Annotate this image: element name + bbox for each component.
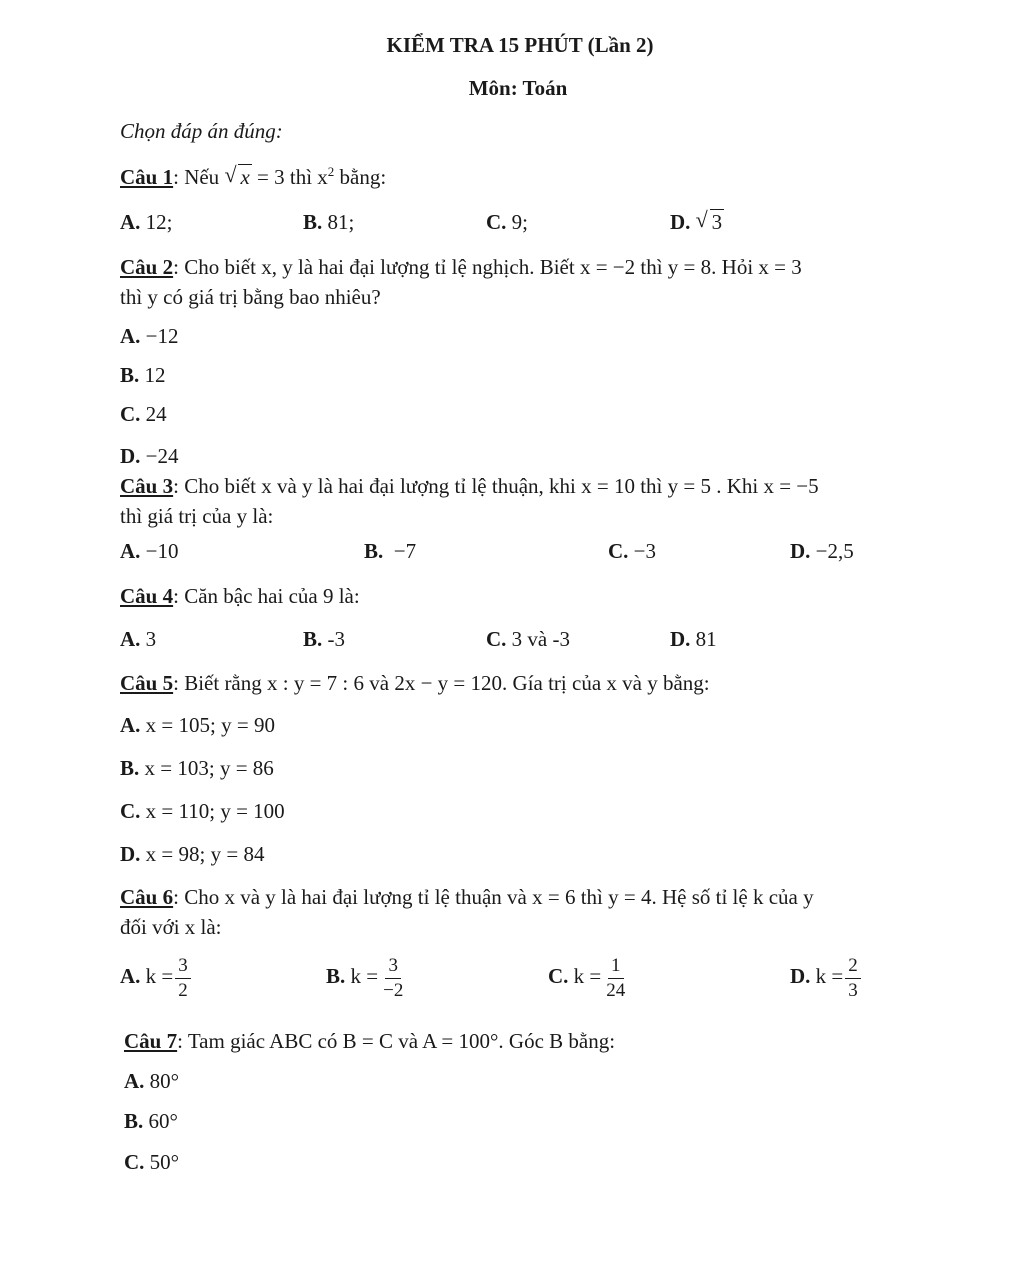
option-c[interactable]: C. 24 [120, 402, 167, 426]
option-c[interactable]: C. x = 110; y = 100 [120, 799, 285, 823]
exam-title: KIỂM TRA 15 PHÚT (Lần 2) [386, 33, 654, 57]
option-d[interactable]: D. −24 [120, 444, 179, 468]
option-b[interactable]: B. -3 [303, 627, 346, 651]
question-4: Câu 4: Căn bậc hai của 9 là: [120, 584, 360, 608]
fraction: $\frac{2}{3}$ [845, 955, 861, 1002]
question-3-line2: thì giá trị của y là: [120, 504, 274, 528]
question-label: Câu 1 [120, 165, 174, 189]
question-6-line2: đối với x là: [120, 915, 222, 939]
question-1: Câu 1: Nếu √ x = 3 thì $x^2$ bằng: [120, 162, 387, 189]
option-a[interactable]: A. x = 105; y = 90 [120, 713, 275, 737]
option-c[interactable]: C. k = $\frac{1}{24}$ [548, 955, 628, 1002]
option-d[interactable]: D. 81 [670, 627, 717, 651]
instruction: Chọn đáp án đúng: [120, 119, 283, 143]
option-b[interactable]: B. 60° [124, 1109, 178, 1133]
option-c[interactable]: C. 50° [124, 1150, 180, 1174]
question-3: Câu 3: Cho biết x và y là hai đại lượng tỉ lệ thuận, khi x = 10 thì y = 5 . Khi x = −5 [120, 474, 819, 498]
fraction: $\frac{3}{-2}$ [383, 955, 404, 1001]
question-6: Câu 6: Cho x và y là hai đại lượng tỉ lệ thuận và x = 6 thì y = 4. Hệ số tỉ lệ k của y [120, 885, 814, 909]
question-7: Câu 7: Tam giác ABC có B = C và A = 100°. Góc B bằng: [124, 1029, 616, 1053]
option-b[interactable]: B. 12 [120, 363, 166, 387]
option-a[interactable]: A. −12 [120, 324, 179, 348]
option-d[interactable]: D. x = 98; y = 84 [120, 842, 265, 866]
option-b[interactable]: B. −7 [364, 539, 417, 563]
option-b[interactable]: B. 81; [303, 210, 355, 234]
option-d[interactable]: D. √ 3 [670, 207, 723, 234]
option-a[interactable]: A. −10 [120, 539, 179, 563]
option-b[interactable]: B. k = $\frac{3}{-2}$ [326, 955, 406, 1002]
question-2-line2: thì y có giá trị bằng bao nhiêu? [120, 285, 381, 309]
question-2: Câu 2: Cho biết x, y là hai đại lượng tỉ lệ nghịch. Biết x = −2 thì y = 8. Hỏi x = 3 [120, 255, 802, 279]
fraction: $\frac{1}{24}$ [606, 955, 626, 1001]
fraction: $\frac{3}{2}$ [175, 955, 191, 1002]
option-a[interactable]: A. k = $\frac{3}{2}$ [120, 955, 191, 1002]
option-c[interactable]: C. 9; [486, 210, 529, 234]
exam-subject: Môn: Toán [468, 76, 568, 100]
sqrt-expression: √ 3 [695, 207, 723, 234]
question-5: Câu 5: Biết rằng x : y = 7 : 6 và 2x − y = 120. Gía trị của x và y bằng: [120, 671, 710, 695]
option-c[interactable]: C. 3 và -3 [486, 627, 570, 651]
option-a[interactable]: A. 3 [120, 627, 157, 651]
option-a[interactable]: A. 12; [120, 210, 173, 234]
option-c[interactable]: C. −3 [608, 539, 657, 563]
sqrt-expression: √ x [224, 162, 250, 189]
option-d[interactable]: D. k = $\frac{2}{3}$ [790, 955, 861, 1002]
option-a[interactable]: A. 80° [124, 1069, 180, 1093]
option-b[interactable]: B. x = 103; y = 86 [120, 756, 274, 780]
option-d[interactable]: D. −2,5 [790, 539, 854, 563]
